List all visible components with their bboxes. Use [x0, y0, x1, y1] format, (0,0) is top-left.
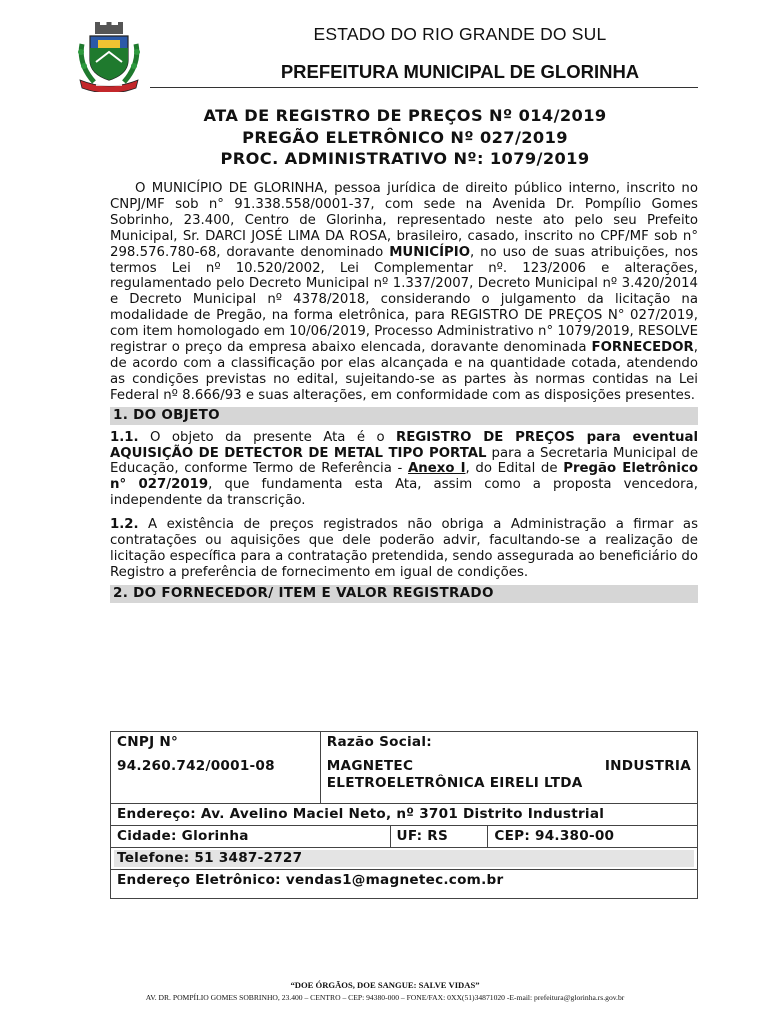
anexo-reference: Anexo I — [408, 461, 466, 477]
clause-number: 1.2. — [110, 517, 139, 533]
clause-1-1: 1.1. O objeto da presente Ata é o REGISTRO DE PREÇOS para eventual AQUISIÇÃO DE DETECTOR DE METAL TIPO PORTAL para a Secretaria Municipal de Educação, conforme Termo de Referência - Anexo I, do Edital de Pregão Eletrônico n° 027/2019, que fundamenta esta Ata, assim como a proposta vencedora, independente da transcrição. — [110, 429, 699, 509]
prefecture-name: PREFEITURA MUNICIPAL DE GLORINHA — [280, 61, 640, 82]
municipio-term: MUNICÍPIO — [389, 244, 471, 260]
document-titles — [110, 105, 700, 170]
header-divider — [150, 87, 698, 88]
telefone-value: Telefone: 51 3487-2727 — [114, 850, 694, 867]
cidade-cell: Cidade: Glorinha — [111, 826, 391, 848]
table-row — [111, 804, 698, 826]
cnpj-cell — [111, 732, 321, 804]
clause-1-2: 1.2. A existência de preços registrados não obriga a Administração a firmar as contratações ou aquisições que dele poderão advir, facultando-se a realização de licitação específica para a contratação pretendida, sendo assegurada ao beneficiário do Registro a preferência de fornecimento em igual de condições. — [110, 517, 698, 580]
clause-number: 1.1. — [110, 429, 139, 445]
footer-motto: “DOE ÓRGÃOS, DOE SANGUE: SALVE VIDAS” — [290, 980, 480, 990]
razao-social-line1: MAGNETEC INDUSTRIA — [326, 758, 691, 774]
cnpj-label: CNPJ N° — [117, 734, 179, 750]
uf-cell: UF: RS — [390, 826, 488, 848]
title-ata: ATA DE REGISTRO DE PREÇOS Nº 014/2019 — [203, 106, 607, 125]
preamble-paragraph: O MUNICÍPIO DE GLORINHA, pessoa jurídica de direito público interno, inscrito no CNPJ/MF sob n° 91.338.558/0001-37, com sede na Avenida Dr. Pompílio Gomes Sobrinho, 23.400, Centro de Glorinha, representado neste ato pelo seu Prefeito Municipal, Sr. DARCI JOSÉ LIMA DA ROSA, brasileiro, casado, inscrito no CPF/MF sob n° 298.576.780-68, doravante denominado MUNICÍPIO, no uso de suas atribuições, nos termos Lei nº 10.520/2002, Lei Complementar nº. 123/2006 e alterações, regulamentado pelo Decreto Municipal nº 1.337/2007, Decreto Municipal nº 3.420/2014 e Decreto Municipal nº 4378/2018, considerando o julgamento da licitação na modalidade de Pregão, na forma eletrônica, para REGISTRO DE PREÇOS N° 027/2019, com item homologado em 10/06/2019, Processo Administrativo n° 1079/2019, RESOLVE registrar o preço da empresa abaixo elencada, doravante denominada FORNECEDOR, de acordo com a classificação por elas alcançada e na quantidade cotada, atendendo as condições previstas no edital, sujeitando-se as partes às normas contidas na Lei Federal nº 8.666/93 e suas alterações, em conformidade com as disposições presentes. — [110, 181, 698, 403]
footer-address: AV. DR. POMPÍLIO GOMES SOBRINHO, 23.400 – CENTRO – CEP: 94380-000 – FONE/FAX: 0XX(51)34871020 -E-mail: prefeitura@glorinha.rs.gov.br — [145, 993, 625, 1002]
razao-social-label: Razão Social: — [326, 734, 432, 750]
section-heading-objeto: 1. DO OBJETO — [110, 407, 698, 425]
cep-cell: CEP: 94.380-00 — [488, 826, 698, 848]
cnpj-value: 94.260.742/0001-08 — [117, 758, 275, 774]
razao-social-cell — [320, 732, 697, 804]
table-row — [111, 732, 698, 804]
state-name: ESTADO DO RIO GRANDE DO SUL — [313, 24, 607, 44]
razao-social-line2: ELETROELETRÔNICA EIRELI LTDA — [326, 775, 583, 791]
title-pregao: PREGÃO ELETRÔNICO Nº 027/2019 — [242, 127, 568, 147]
supplier-table — [110, 731, 698, 899]
document-body — [110, 181, 698, 608]
table-row — [111, 848, 698, 870]
table-row — [111, 826, 698, 848]
title-processo: PROC. ADMINISTRATIVO Nº: 1079/2019 — [220, 149, 590, 168]
table-row — [111, 870, 698, 899]
fornecedor-term: FORNECEDOR — [591, 340, 694, 356]
email-cell: Endereço Eletrônico: vendas1@magnetec.com.br — [111, 870, 698, 899]
endereco-cell: Endereço: Av. Avelino Maciel Neto, nº 3701 Distrito Industrial — [111, 804, 698, 826]
municipal-crest-icon — [76, 22, 142, 92]
telefone-cell — [111, 848, 698, 870]
section-heading-fornecedor: 2. DO FORNECEDOR/ ITEM E VALOR REGISTRADO — [110, 585, 698, 603]
